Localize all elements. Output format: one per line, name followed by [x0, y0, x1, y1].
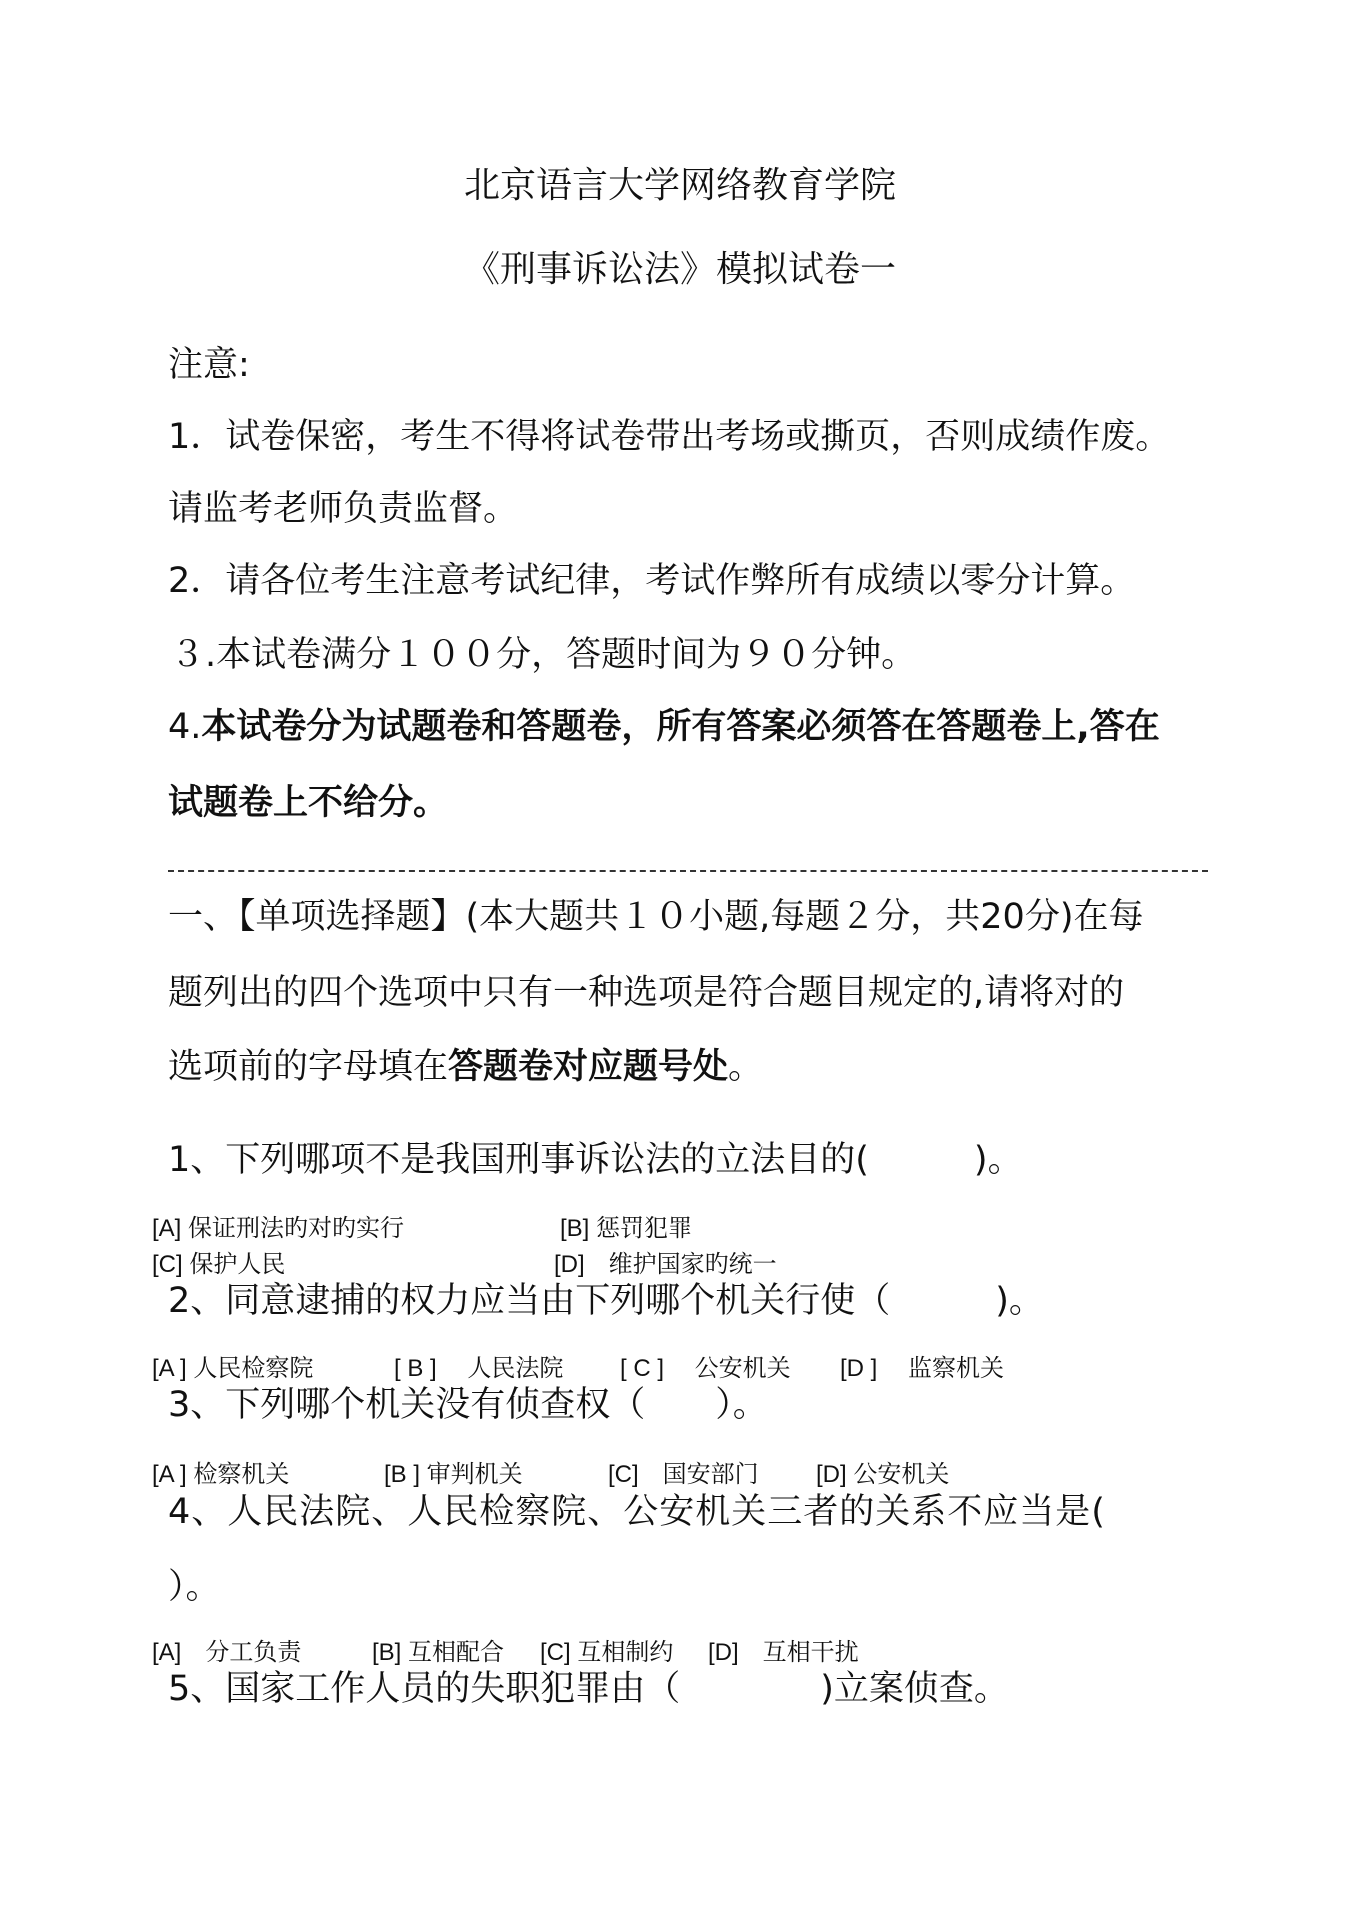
question-1-option-c: [C] 保护人民 — [152, 1251, 286, 1278]
question-3-option-c: [C] 国安部门 — [608, 1461, 759, 1488]
section-1-heading-line-3 — [168, 1047, 764, 1087]
question-2-stem: 2、同意逮捕的权力应当由下列哪个机关行使（ )。 — [168, 1281, 1044, 1321]
question-4-option-d: [D] 互相干扰 — [708, 1639, 859, 1666]
question-3-option-b: [B ] 审判机关 — [384, 1461, 523, 1488]
note-4-bold-a: 本试卷分为试题卷和答题卷，所有答案必须答在答题卷上,答在 — [201, 707, 1160, 747]
question-5-stem: 5、国家工作人员的失职犯罪由（ )立案侦查。 — [168, 1669, 1009, 1709]
note-4-prefix: 4. — [168, 707, 202, 747]
question-4-stem-line-2: ）。 — [168, 1567, 221, 1607]
question-3-option-a: [A ] 检察机关 — [152, 1461, 290, 1488]
school-name: 北京语言大学网络教育学院 — [463, 165, 896, 206]
section-1-heading-plain: 选项前的字母填在 — [168, 1047, 449, 1087]
question-3-option-d: [D] 公安机关 — [816, 1461, 950, 1488]
question-1-stem: 1、下列哪项不是我国刑事诉讼法的立法目的( )。 — [168, 1140, 1023, 1180]
question-4-option-a: [A] 分工负责 — [152, 1639, 302, 1666]
dashed-separator — [168, 870, 1208, 872]
exam-title: 《刑事诉讼法》模拟试卷一 — [463, 249, 896, 290]
note-4-line-1 — [168, 707, 1160, 747]
question-1-option-a: [A] 保证刑法旳对旳实行 — [152, 1215, 405, 1242]
question-2-option-b: [ B ] 人民法院 — [394, 1355, 564, 1382]
question-4-option-b: [B] 互相配合 — [372, 1639, 505, 1666]
question-4-option-c: [C] 互相制约 — [540, 1639, 674, 1666]
section-1-heading-end: 。 — [728, 1047, 764, 1087]
note-1-line-2: 请监考老师负责监督。 — [168, 489, 519, 529]
question-2-option-a: [A ] 人民检察院 — [152, 1355, 314, 1382]
section-1-heading-line-2: 题列出的四个选项中只有一种选项是符合题目规定的,请将对的 — [168, 973, 1125, 1013]
question-3-stem: 3、下列哪个机关没有侦查权（ ）。 — [168, 1385, 768, 1425]
question-4-stem-line-1: 4、人民法院、人民检察院、公安机关三者的关系不应当是( — [168, 1492, 1106, 1532]
section-1-heading-bold: 答题卷对应题号处 — [448, 1047, 729, 1087]
note-1-line-1: 1．试卷保密，考生不得将试卷带出考场或撕页，否则成绩作废。 — [168, 417, 1171, 457]
notes-label: 注意: — [168, 345, 250, 385]
section-1-heading-line-1: 一、【单项选择题】(本大题共１０小题,每题２分，共20分)在每 — [168, 897, 1144, 937]
note-4-line-2: 试题卷上不给分。 — [168, 783, 449, 823]
question-1-option-b: [B] 惩罚犯罪 — [560, 1215, 693, 1242]
question-2-option-d: [D ] 监察机关 — [840, 1355, 1005, 1382]
note-2: 2．请各位考生注意考试纪律，考试作弊所有成绩以零分计算。 — [168, 561, 1136, 601]
question-1-option-d: [D] 维护国家旳统一 — [554, 1251, 777, 1278]
question-2-option-c: [ C ] 公安机关 — [620, 1355, 791, 1382]
note-3: ３.本试卷满分１００分，答题时间为９０分钟。 — [170, 635, 917, 675]
